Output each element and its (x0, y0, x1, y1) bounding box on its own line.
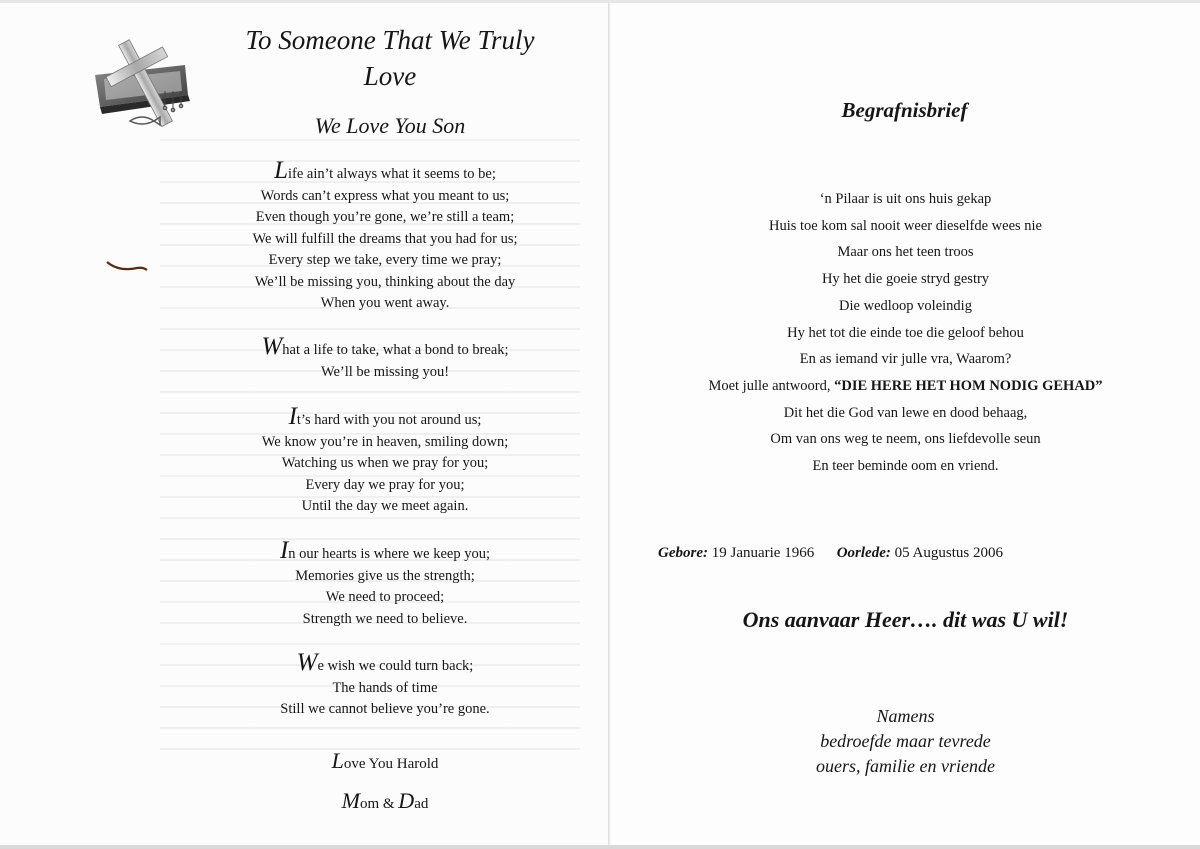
stanza-2 (175, 333, 595, 383)
poem-line: Hy het die goeie stryd gestry (821, 271, 990, 288)
poem-line: We’ll be missing you! (320, 363, 450, 380)
poem-line: Every step we take, every time we pray; (268, 252, 502, 268)
sender-block (611, 704, 1200, 779)
stanza-4 (175, 537, 595, 630)
born-label: Gebore: (658, 545, 708, 561)
closing-phrase: Ons aanvaar Heer…. dit was U wil! (742, 607, 1069, 632)
stanza-first-line: We wish we could turn back; (296, 649, 474, 676)
drop-cap: L (274, 157, 288, 184)
drop-cap: I (288, 403, 297, 430)
poem-line: Until the day we meet again. (301, 498, 469, 514)
stanza-first-line: What a life to take, what a bond to break; (261, 333, 509, 360)
stanza-first-line: In our hearts is where we keep you; (279, 537, 491, 564)
poem-line: Memories give us the strength; (295, 567, 475, 584)
ink-mark (105, 258, 150, 274)
poem-line: En teer beminde oom en vriend. (812, 458, 999, 475)
poem-line: The hands of time (332, 679, 438, 696)
poem-line: Even though you’re gone, we’re still a team; (255, 209, 515, 225)
poem-line: Words can’t express what you meant to us; (260, 187, 510, 204)
poem-line: Every day we pray for you; (305, 476, 465, 493)
sender-line: ouers, familie en vriende (816, 756, 995, 776)
died-date: 05 Augustus 2006 (894, 545, 1003, 561)
drop-cap: W (296, 649, 318, 676)
poem-line: ‘n Pilaar is uit ons huis gekap (819, 191, 992, 207)
poem-line: When you went away. (320, 295, 450, 311)
paper-edge-bottom (0, 845, 1200, 849)
poem-line: Dit het die God van lewe en dood behaag, (783, 404, 1028, 421)
signature-line-2: Mom & Dad (341, 788, 429, 813)
answer-emphasis: “DIE HERE HET HOM NODIG GEHAD” (834, 377, 1103, 394)
poem-line: We know you’re in heaven, smiling down; (261, 433, 509, 450)
poem-line: En as iemand vir julle vra, Waarom? (799, 351, 1012, 368)
drop-cap: I (279, 537, 289, 564)
cross-bible-icon (90, 35, 205, 130)
poem-line: We need to proceed; (325, 589, 445, 605)
born-date: 19 Januarie 1966 (711, 545, 815, 561)
stanza-1 (175, 157, 595, 315)
life-dates (658, 545, 1003, 562)
sender-line: bedroefde maar tevrede (820, 731, 991, 751)
page-title: To Someone That We Truly (245, 25, 535, 55)
stanza-first-line: Life ain’t always what it seems to be; (274, 157, 496, 184)
poem-line: Huis toe kom sal nooit weer dieselfde wees nie (768, 217, 1042, 234)
poem-line: We will fulfill the dreams that you had for us; (252, 230, 518, 247)
poem-line: Hy het tot die einde toe die geloof behou (787, 324, 1024, 341)
afrikaans-poem (611, 186, 1200, 480)
right-page-title: Begrafnisbrief (841, 98, 968, 122)
paper-edge-top (0, 0, 1200, 3)
poem-line: Watching us when we pray for you; (281, 455, 489, 471)
poem-line: Die wedloop voleindig (839, 297, 972, 314)
subtitle: We Love You Son (314, 113, 466, 138)
sender-line: Namens (876, 706, 935, 726)
drop-cap: W (261, 333, 283, 360)
signature-line-1: Love You Harold (331, 748, 439, 773)
poem-line: Still we cannot believe you’re gone. (280, 701, 490, 717)
died-label: Oorlede: (836, 545, 891, 561)
stanza-3 (175, 403, 595, 518)
stanza-first-line: It’s hard with you not around us; (288, 403, 482, 430)
poem-line: Om van ons weg te neem, ons liefdevolle seun (770, 431, 1041, 448)
poem-line: Strength we need to believe. (302, 610, 468, 627)
poem-line: We’ll be missing you, thinking about the day (254, 273, 516, 290)
answer-line: Moet julle antwoord, “DIE HERE HET HOM NODIG GEHAD” (708, 377, 1103, 394)
poem-line: Maar ons het teen troos (837, 244, 974, 261)
page-title-line2: Love (363, 61, 417, 91)
stanza-5 (175, 649, 595, 721)
